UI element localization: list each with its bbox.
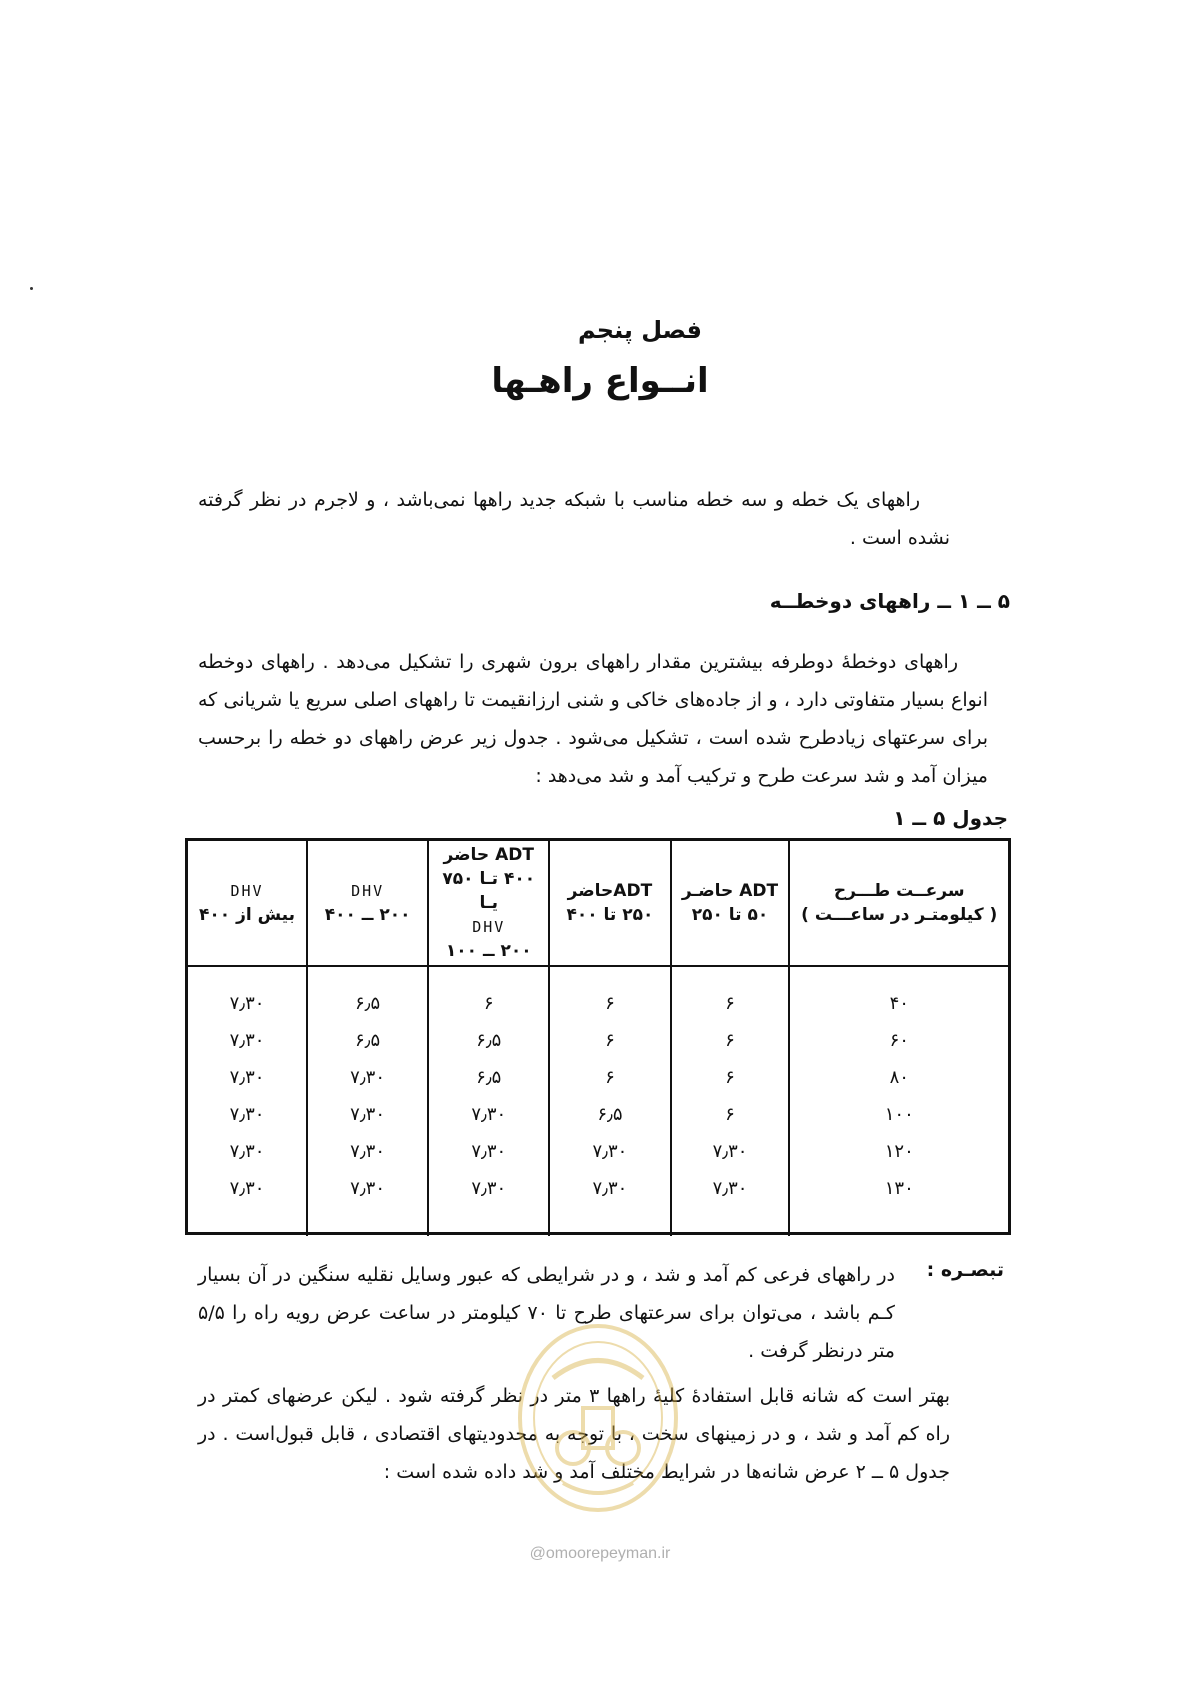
- table-cell: ۶٫۵: [428, 1022, 549, 1059]
- intro-paragraph: راههای یک خطه و سه خطه مناسب با شبکه جدید راهها نمی‌باشد ، و لاجرم در نظر گرفته نشده است .: [198, 489, 950, 549]
- table-cell: ۶: [549, 1059, 670, 1096]
- table-row: [188, 1059, 1008, 1096]
- table-cell: ۷٫۳۰: [229, 1067, 265, 1088]
- header-text: ۲۵۰ تا ۴۰۰: [566, 905, 654, 925]
- table-cell: ۶: [428, 966, 549, 1022]
- header-text: ۲۰۰ ــ ۱۰۰: [445, 941, 532, 961]
- header-text: ADT حاضـر: [681, 881, 779, 901]
- table-row: [188, 1096, 1008, 1133]
- header-text: DHV: [230, 882, 264, 900]
- table-cell: ۶: [671, 966, 790, 1022]
- table-row: [188, 1133, 1008, 1170]
- header-dhv-over-400: [188, 841, 307, 966]
- watermark-text: @omoorepeyman.ir: [529, 1545, 671, 1562]
- table-cell: ۶: [549, 1022, 670, 1059]
- page-speck: [30, 287, 33, 290]
- chapter-title: انــواع راهـها: [491, 361, 709, 401]
- table-cell: ۷٫۳۰: [671, 1170, 790, 1236]
- table-cell: ۷٫۳۰: [307, 1059, 428, 1096]
- header-adt-50-250: [671, 841, 790, 966]
- note-paragraph: در راههای فرعی کم آمد و شد ، و در شرایطی که عبور وسایل نقلیه سنگین در آن بسیار کـم باشد ، می‌توان برای سرعتهای طرح تا ۷۰ کیلومتر در ساعت عرض رویه راه را ۵/۵ متر درنظر گرفت .: [198, 1264, 895, 1362]
- table-cell: ۶: [671, 1059, 790, 1096]
- table-cell: ۷٫۳۰: [229, 1030, 265, 1051]
- table-cell: ۷٫۳۰: [229, 1178, 265, 1199]
- table-cell: ۶: [549, 966, 670, 1022]
- table-cell: ۱۰۰: [789, 1096, 1008, 1133]
- table-cell: ۶: [671, 1096, 790, 1133]
- header-text: ۴۰۰ تـا ۷۵۰: [442, 869, 536, 889]
- header-text: ADTحاضر: [567, 881, 653, 901]
- header-adt-400-750: [428, 841, 549, 966]
- table-cell: ۷٫۳۰: [671, 1133, 790, 1170]
- header-text: ۲۰۰ ــ ۴۰۰: [324, 905, 411, 925]
- section-heading: ۵ ــ ۱ ــ راههای دوخطــه: [769, 589, 1010, 613]
- table-caption: جدول ۵ ــ ۱: [893, 806, 1008, 830]
- watermark-seal-icon: [513, 1318, 683, 1518]
- table-row: [188, 1022, 1008, 1059]
- table-cell: ۷٫۳۰: [307, 1096, 428, 1133]
- table-cell: ۷٫۳۰: [428, 1170, 549, 1236]
- table-header-row: [188, 841, 1008, 966]
- table-cell: ۱۲۰: [789, 1133, 1008, 1170]
- section-paragraph: راههای دوخطهٔ دوطرفه بیشترین مقدار راههای برون شهری را تشکیل می‌دهد . راههای دوخطه انواع بسیار متفاوتی دارد ، و از جاده‌های خاکی و شنی ارزانقیمت تا راههای اصلی سریع یا شریانی که برای سرعتهای زیادطرح شده است ، تشکیل می‌شود . جدول زیر عرض راههای دو خطه را برحسب میزان آمد و شد سرعت طرح و ترکیب آمد و شد می‌دهد :: [198, 651, 988, 787]
- header-text: ( کیلومتـر در ساعـــت ): [801, 905, 998, 925]
- table-cell: ۶٫۵: [307, 1022, 428, 1059]
- table-cell: ۶۰: [789, 1022, 1008, 1059]
- table-row: [188, 966, 1008, 1022]
- table-cell: ۶٫۵: [307, 966, 428, 1022]
- table-cell: ۱۳۰: [789, 1170, 1008, 1236]
- table-cell: ۴۰: [789, 966, 1008, 1022]
- header-text: ADT حاضر: [443, 845, 534, 865]
- header-text: بیش از ۴۰۰: [199, 905, 295, 925]
- table-cell: ۷٫۳۰: [307, 1133, 428, 1170]
- closing-paragraph: بهتر است که شانه قابل استفاده‌ٔ کلیهٔ راهها ۳ متر در نظر گرفته شود . لیکن عرضهای کمتر در راه کم آمد و شد ، و در زمینهای سخت ، با توجه به محدودیتهای اقتصادی ، قابل قبول‌است . در جدول ۵ ــ ۲ عرض شانه‌ها در شرایط مختلف آمد و شد داده شده است :: [198, 1385, 950, 1483]
- table-cell: ۷٫۳۰: [428, 1133, 549, 1170]
- header-dhv-200-400: [307, 841, 428, 966]
- header-text: یـا: [479, 893, 499, 913]
- note-label: تبصـره :: [926, 1259, 1004, 1281]
- table-cell: ۷٫۳۰: [229, 1104, 265, 1125]
- table-cell: ۸۰: [789, 1059, 1008, 1096]
- header-adt-250-400: [549, 841, 670, 966]
- road-width-table: [185, 838, 1011, 1235]
- table-cell: ۷٫۳۰: [549, 1133, 670, 1170]
- header-design-speed: [789, 841, 1008, 966]
- table-cell: ۷٫۳۰: [428, 1096, 549, 1133]
- header-text: DHV: [472, 918, 506, 936]
- header-text: سرعــت طـــرح: [833, 881, 965, 901]
- table-cell: ۷٫۳۰: [229, 993, 265, 1014]
- table-cell: ۶٫۵: [428, 1059, 549, 1096]
- chapter-label: فصل پنجم: [577, 316, 703, 344]
- table-row: [188, 1170, 1008, 1236]
- table-cell: ۶: [671, 1022, 790, 1059]
- header-text: ۵۰ تا ۲۵۰: [691, 905, 769, 925]
- table-cell: ۷٫۳۰: [307, 1170, 428, 1236]
- table-cell: ۶٫۵: [549, 1096, 670, 1133]
- table-cell: ۷٫۳۰: [229, 1141, 265, 1162]
- header-text: DHV: [351, 882, 385, 900]
- table-cell: ۷٫۳۰: [549, 1170, 670, 1236]
